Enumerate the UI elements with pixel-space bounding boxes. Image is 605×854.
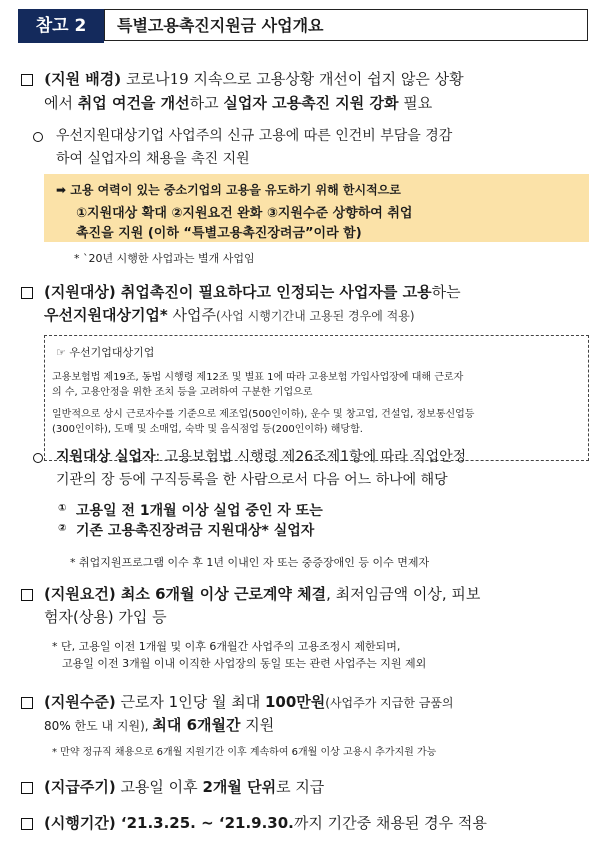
target-label: (지원대상) [44,283,116,301]
payment-cycle-label: (지급주기) [44,778,116,796]
definition-text-2: 의 수, 고용안정을 위한 조치 등을 고려하여 구분한 기업으로 [52,387,313,398]
background-detail-2: 하여 실업자의 채용을 촉진 지원 [56,151,250,167]
definition-text-1: 고용보험법 제19조, 동법 시행령 제12조 및 별표 1에 따라 고용보험 가입사업장에 대해 근로자 [52,372,464,383]
requirements-line-1: (지원요건) 최소 6개월 이상 근로계약 체결, 최저임금액 이상, 피보 [44,585,481,603]
requirements-note-2: 고용일 이전 3개월 이내 이직한 사업장의 동일 또는 관련 사업주는 지원 제외 [62,657,427,670]
unemployed-item-1: 고용일 전 1개월 이상 실업 중인 자 또는 [76,503,323,519]
circle-bullet-icon [33,453,43,463]
payment-cycle-line: (지급주기) 고용일 이후 2개월 단위로 지급 [44,778,325,796]
support-level-line-2: 80% 한도 내 지원), 최대 6개월간 지원 [44,716,275,734]
background-detail-1: 우선지원대상기업 사업주의 신규 고용에 따른 인건비 부담을 경감 [56,128,453,144]
checkbox-square-icon [21,287,33,299]
target-line-1: (지원대상) 취업촉진이 필요하다고 인정되는 사업자를 고용하는 [44,283,461,301]
background-line-1: (지원 배경) 코로나19 지속으로 고용상황 개선이 쉽지 않은 상황 [44,70,464,88]
background-label: (지원 배경) [44,70,122,88]
page-title: 특별고용촉진지원금 사업개요 [104,9,588,41]
period-line: (시행기간) ‘21.3.25. ~ ‘21.9.30.까지 기간중 채용된 경우 적용 [44,814,487,832]
requirements-note-1: * 단, 고용일 이전 1개월 및 이후 6개월간 사업주의 고용조정시 제한되며, [52,640,401,653]
support-level-note: * 만약 정규직 채용으로 6개월 지원기간 이후 계속하여 6개월 이상 고용시 추가지원 가능 [52,747,437,758]
support-level-line-1: (지원수준) 근로자 1인당 월 최대 100만원(사업주가 지급한 금품의 [44,693,454,711]
highlight-line-1: ➡ 고용 여력이 있는 중소기업의 고용을 유도하기 위해 한시적으로 [56,183,401,197]
background-note: * `20년 시행한 사업과는 별개 사업임 [74,252,255,265]
highlight-line-2: ①지원대상 확대 ②지원요건 완화 ③지원수준 상향하여 취업 [76,206,413,221]
checkbox-square-icon [21,589,33,601]
document-header [18,9,588,43]
definition-title: ☞ 우선기업대상기업 [56,346,155,359]
reference-badge: 참고 2 [18,9,104,43]
support-level-label: (지원수준) [44,693,116,711]
unemployed-line-2: 기관의 장 등에 구직등록을 한 사람으로서 다음 어느 하나에 해당 [56,472,448,488]
target-note: * 취업지원프로그램 이수 후 1년 이내인 자 또는 중증장애인 등 이수 면제자 [70,556,430,569]
highlight-line-3: 촉진을 지원 (이하 “특별고용촉진장려금”이라 함) [76,226,362,241]
requirements-line-2: 험자(상용) 가입 등 [44,608,167,626]
circle-bullet-icon [33,132,43,142]
period-label: (시행기간) [44,814,116,832]
definition-text-3: 일반적으로 상시 근로자수를 기준으로 제조업(500인이하), 운수 및 창고업, 건설업, 정보통신업등 [52,409,475,420]
background-line-2: 에서 취업 여건을 개선하고 실업자 고용촉진 지원 강화 필요 [44,94,433,112]
checkbox-square-icon [21,697,33,709]
checkbox-square-icon [21,818,33,830]
unemployed-line-1: 지원대상 실업자: 고용보험법 시행령 제26조제1항에 따라 직업안정 [56,449,467,465]
checkbox-square-icon [21,782,33,794]
item-bullet-2-icon: ② [58,523,67,534]
definition-text-4: (300인이하), 도매 및 소매업, 숙박 및 음식점업 등(200인이하) 해당함. [52,424,363,435]
requirements-label: (지원요건) [44,585,116,603]
item-bullet-1-icon: ① [58,503,67,514]
checkbox-square-icon [21,74,33,86]
unemployed-item-2: 기존 고용촉진장려금 지원대상* 실업자 [76,523,315,539]
target-line-2: 우선지원대상기업* 사업주(사업 시행기간내 고용된 경우에 적용) [44,306,415,324]
